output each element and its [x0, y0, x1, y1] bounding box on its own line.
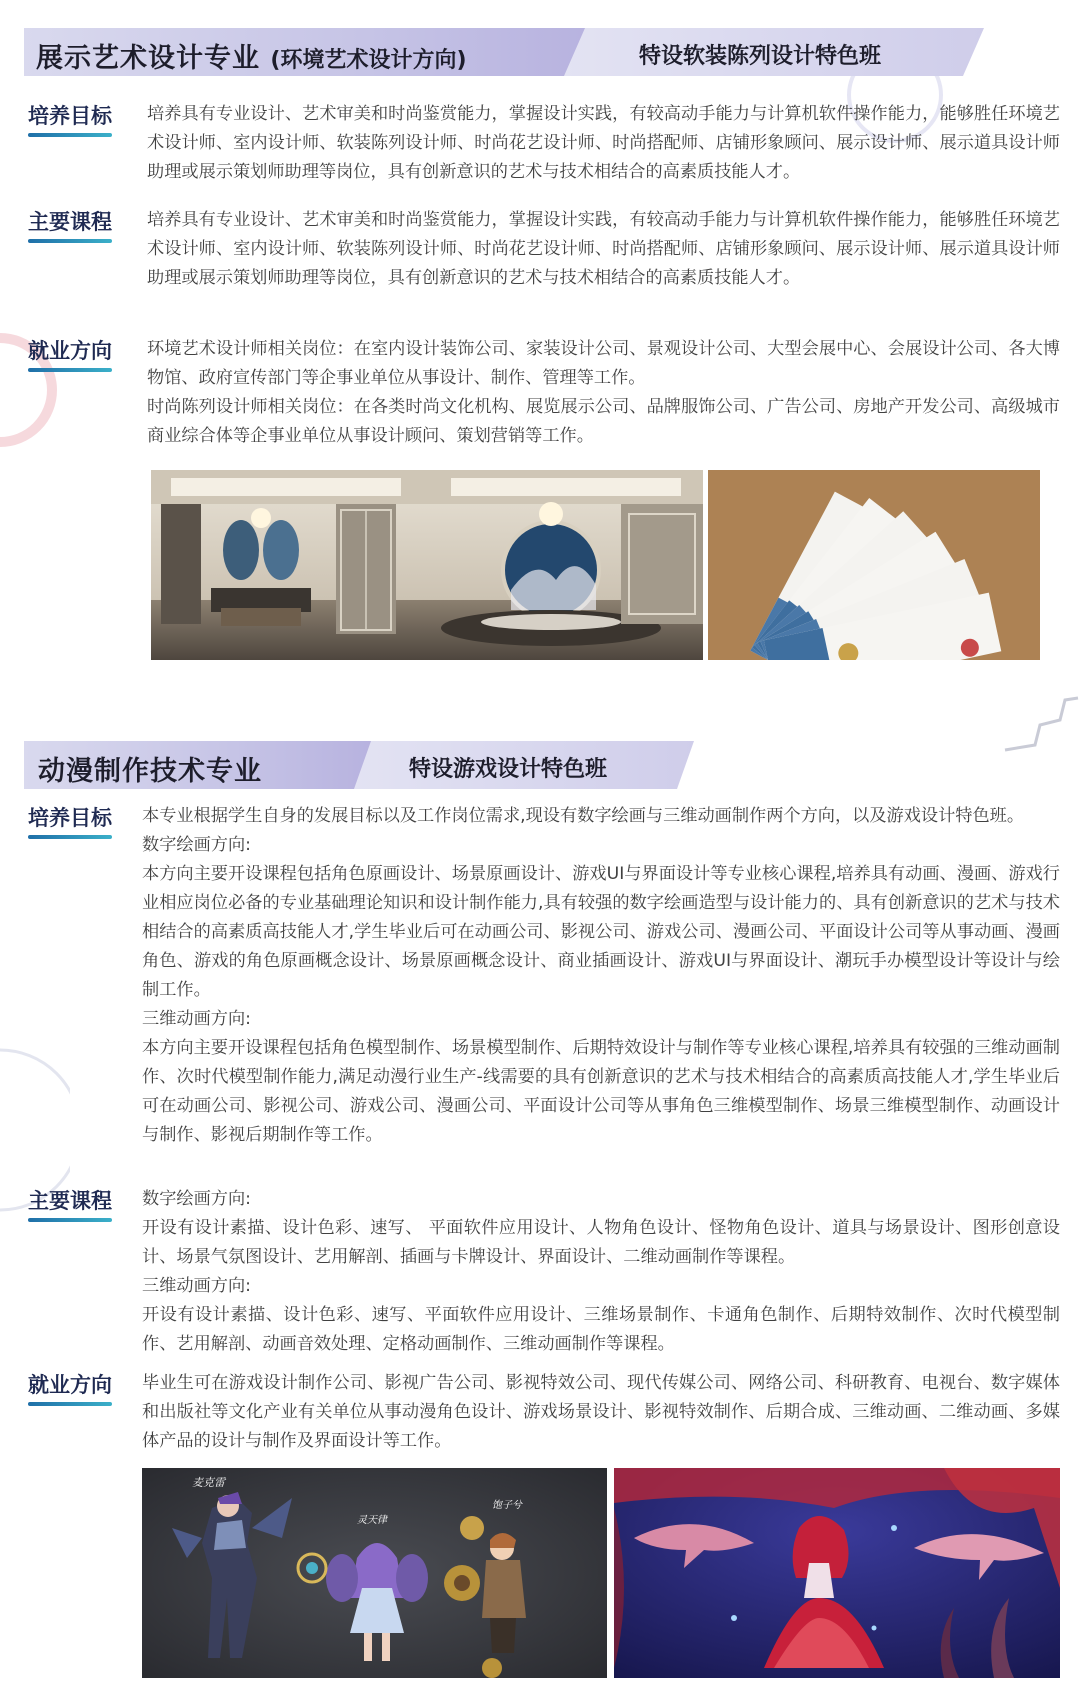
section2-courses-p3: 三维动画方向: [142, 1276, 251, 1296]
section2-goal-label: 培养目标 [28, 802, 112, 832]
section2-banner [24, 741, 694, 789]
section1-courses-text: 培养具有专业设计、艺术审美和时尚鉴赏能力，掌握设计实践，有较高动手能力与计算机软件操作能力，能够胜任环境艺术设计师、室内设计师、软装陈列设计师、时尚花艺设计师、时尚搭配师、店铺形象顾问、展示设计师、展示道具设计师助理或展示策划师助理等岗位，具有创新意识的艺术与技术相结合的高素质技能人才。 [147, 210, 1060, 288]
underwater-illustration [614, 1468, 1060, 1678]
section2-goal-p4: 三维动画方向: [142, 1009, 251, 1029]
section2-title: 动漫制作技术专业 [38, 756, 262, 787]
section1-courses-label: 主要课程 [28, 206, 112, 236]
section2-courses-text [142, 1185, 1060, 1359]
certificates-photo [708, 470, 1040, 660]
section1-career-label: 就业方向 [28, 335, 112, 365]
section2-goal-text [142, 802, 1060, 1150]
section2-feature-class: 特设游戏设计特色班 [409, 757, 608, 782]
section2-goal-p2: 数字绘画方向: [142, 835, 251, 855]
section2-courses-p1: 数字绘画方向: [142, 1189, 251, 1209]
char-name-2: 灵天律 [357, 1515, 387, 1526]
section1-feature-class: 特设软装陈列设计特色班 [639, 44, 882, 69]
interior-design-photo [151, 470, 703, 660]
section2-courses-p2: 开设有设计素描、设计色彩、速写、 平面软件应用设计、人物角色设计、怪物角色设计、道具与场景设计、图形创意设计、场景气氛图设计、艺用解剖、插画与卡牌设计、界面设计、二维动画制作等课程。 [142, 1218, 1060, 1267]
section2-goal-p3: 本方向主要开设课程包括角色原画设计、场景原画设计、游戏UI与界面设计等专业核心课程,培养具有动画、漫画、游戏行业相应岗位必备的专业基础理论知识和设计制作能力,具有较强的数字绘画造型与设计能力的、具有创新意识的艺术与技术相结合的高素质高技能人才,学生毕业后可在动画公司、影视公司、游戏公司、漫画公司、平面设计公司等从事动画、漫画角色、游戏的角色原画概念设计、场景原画概念设计、商业插画设计、游戏UI与界面设计、潮玩手办模型设计等设计与绘制工作。 [142, 864, 1060, 1000]
section2-career-label: 就业方向 [28, 1369, 112, 1399]
decor-zigzag [1000, 690, 1080, 760]
section1-career-text [147, 335, 1060, 451]
section1-banner [24, 28, 984, 76]
section1-career-p1: 环境艺术设计师相关岗位：在室内设计装饰公司、家装设计公司、景观设计公司、大型会展中心、会展设计公司、各大博物馆、政府宣传部门等企事业单位从事设计、制作、管理等工作。 [147, 339, 1060, 388]
section2-courses-label: 主要课程 [28, 1185, 112, 1215]
section1-career-p2: 时尚陈列设计师相关岗位：在各类时尚文化机构、展览展示公司、品牌服饰公司、广告公司、房地产开发公司、高级城市商业综合体等企事业单位从事设计顾问、策划营销等工作。 [147, 397, 1060, 446]
section2-career-text: 毕业生可在游戏设计制作公司、影视广告公司、影视特效公司、现代传媒公司、网络公司、科研教育、电视台、数字媒体和出版社等文化产业有关单位从事动漫角色设计、游戏场景设计、影视特效制作、后期合成、三维动画、二维动画、多媒体产品的设计与制作及界面设计等工作。 [142, 1373, 1060, 1451]
section1-title: 展示艺术设计专业 (环境艺术设计方向) [36, 43, 467, 74]
section2-goal-p5: 本方向主要开设课程包括角色模型制作、场景模型制作、后期特效设计与制作等专业核心课程,培养具有较强的三维动画制作、次时代模型制作能力,满足动漫行业生产-线需要的具有创新意识的艺术与技术相结合的高素质高技能人才,学生毕业后可在动画公司、影视公司、游戏公司、漫画公司、平面设计公司等从事角色三维模型制作、场景三维模型制作、动画设计与制作、影视后期制作等工作。 [142, 1038, 1060, 1145]
section1-goal-label: 培养目标 [28, 100, 112, 130]
section2-goal-p1: 本专业根据学生自身的发展目标以及工作岗位需求,现设有数字绘画与三维动画制作两个方向，以及游戏设计特色班。 [142, 806, 1025, 826]
section1-goal-text: 培养具有专业设计、艺术审美和时尚鉴赏能力，掌握设计实践，有较高动手能力与计算机软件操作能力，能够胜任环境艺术设计师、室内设计师、软装陈列设计师、时尚花艺设计师、时尚搭配师、店铺形象顾问、展示设计师、展示道具设计师助理或展示策划师助理等岗位，具有创新意识的艺术与技术相结合的高素质技能人才。 [147, 104, 1060, 182]
char-name-3: 饱子兮 [492, 1500, 522, 1511]
section2-courses-p4: 开设有设计素描、设计色彩、速写、平面软件应用设计、三维场景制作、卡通角色制作、后期特效制作、次时代模型制作、艺用解剖、动画音效处理、定格动画制作、三维动画制作等课程。 [142, 1305, 1060, 1354]
game-characters-artwork [142, 1468, 607, 1678]
char-name-1: 麦克雷 [192, 1476, 225, 1489]
